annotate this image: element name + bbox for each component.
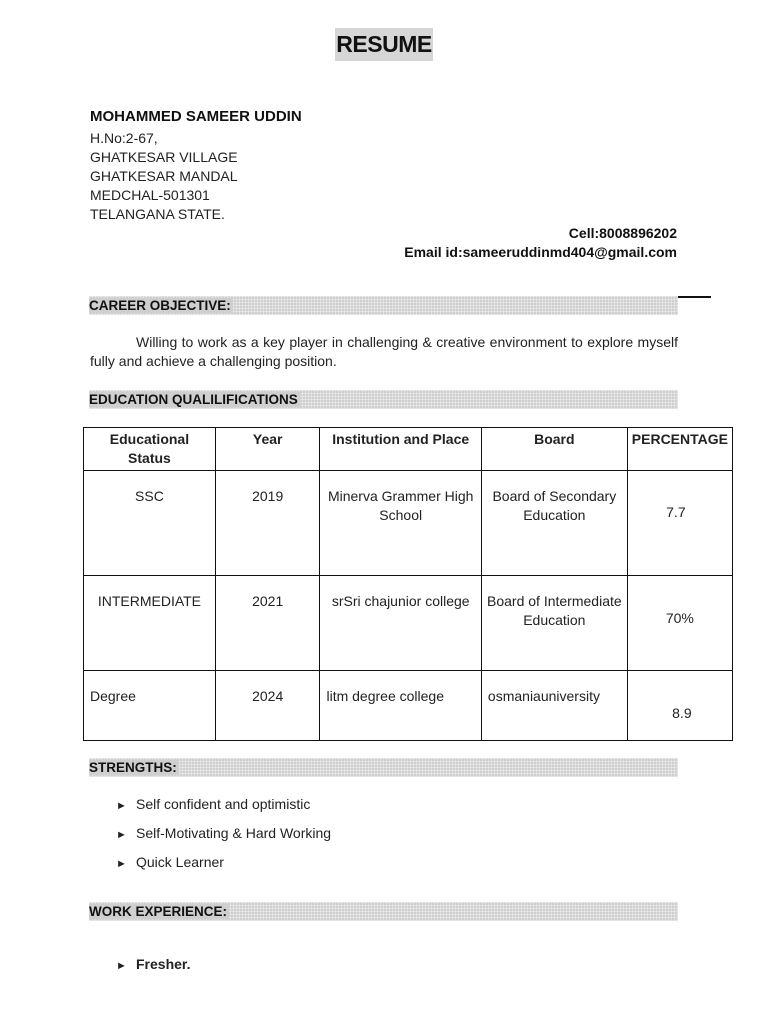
table-header-row [84,428,733,471]
bullet-arrow-icon: ► [116,960,127,972]
table-cell: 2019 [215,471,320,576]
address-line: MEDCHAL-501301 [90,187,210,203]
email-address: Email id:sameeruddinmd404@gmail.com [404,244,677,260]
column-header: PERCENTAGE [627,428,732,471]
bullet-arrow-icon: ► [116,829,127,841]
table-cell: Board of Intermediate Education [481,576,627,671]
list-item: ► Self-Motivating & Hard Working [116,825,332,841]
column-header: Educational Status [84,428,216,471]
bullet-arrow-icon: ► [116,800,127,812]
table-cell: SSC [84,471,216,576]
address-line: GHATKESAR VILLAGE [90,149,238,165]
candidate-name: MOHAMMED SAMEER UDDIN [90,108,302,125]
table-row [84,576,733,671]
table-cell: Board of Secondary Education [481,471,627,576]
table-cell: srSri chajunior college [320,576,481,671]
bullet-arrow-icon: ► [116,858,127,870]
address-line: GHATKESAR MANDAL [90,168,238,184]
table-cell: Degree [84,671,216,741]
table-cell: 7.7 [627,471,732,576]
address-line: TELANGANA STATE. [90,206,225,222]
table-cell: osmaniauniversity [481,671,627,741]
table-cell: 2024 [215,671,320,741]
column-header: Year [215,428,320,471]
column-header: Board [481,428,627,471]
list-item: ► Self confident and optimistic [116,796,311,812]
table-cell: INTERMEDIATE [84,576,216,671]
table-cell: 70% [627,576,732,671]
table-cell: litm degree college [320,671,481,741]
table-row [84,471,733,576]
table-cell: 2021 [215,576,320,671]
work-experience-heading: WORK EXPERIENCE: [89,902,678,921]
education-heading: EDUCATION QUALILIFICATIONS [89,390,678,409]
list-item: ► Fresher. [116,956,191,972]
career-objective-heading: CAREER OBJECTIVE: [89,296,678,315]
table-row [84,671,733,741]
strengths-heading: STRENGTHS: [89,758,678,777]
address-line: H.No:2-67, [90,130,158,146]
resume-title: RESUME [335,28,433,61]
career-objective-text: Willing to work as a key player in challenging & creative environment to explore myself fully and achieve a challenging position. [90,334,678,369]
list-item: ► Quick Learner [116,854,224,870]
column-header: Institution and Place [320,428,481,471]
cell-number: Cell:8008896202 [568,225,677,241]
education-table [83,427,733,741]
table-cell: Minerva Grammer High School [320,471,481,576]
table-cell: 8.9 [627,671,732,741]
